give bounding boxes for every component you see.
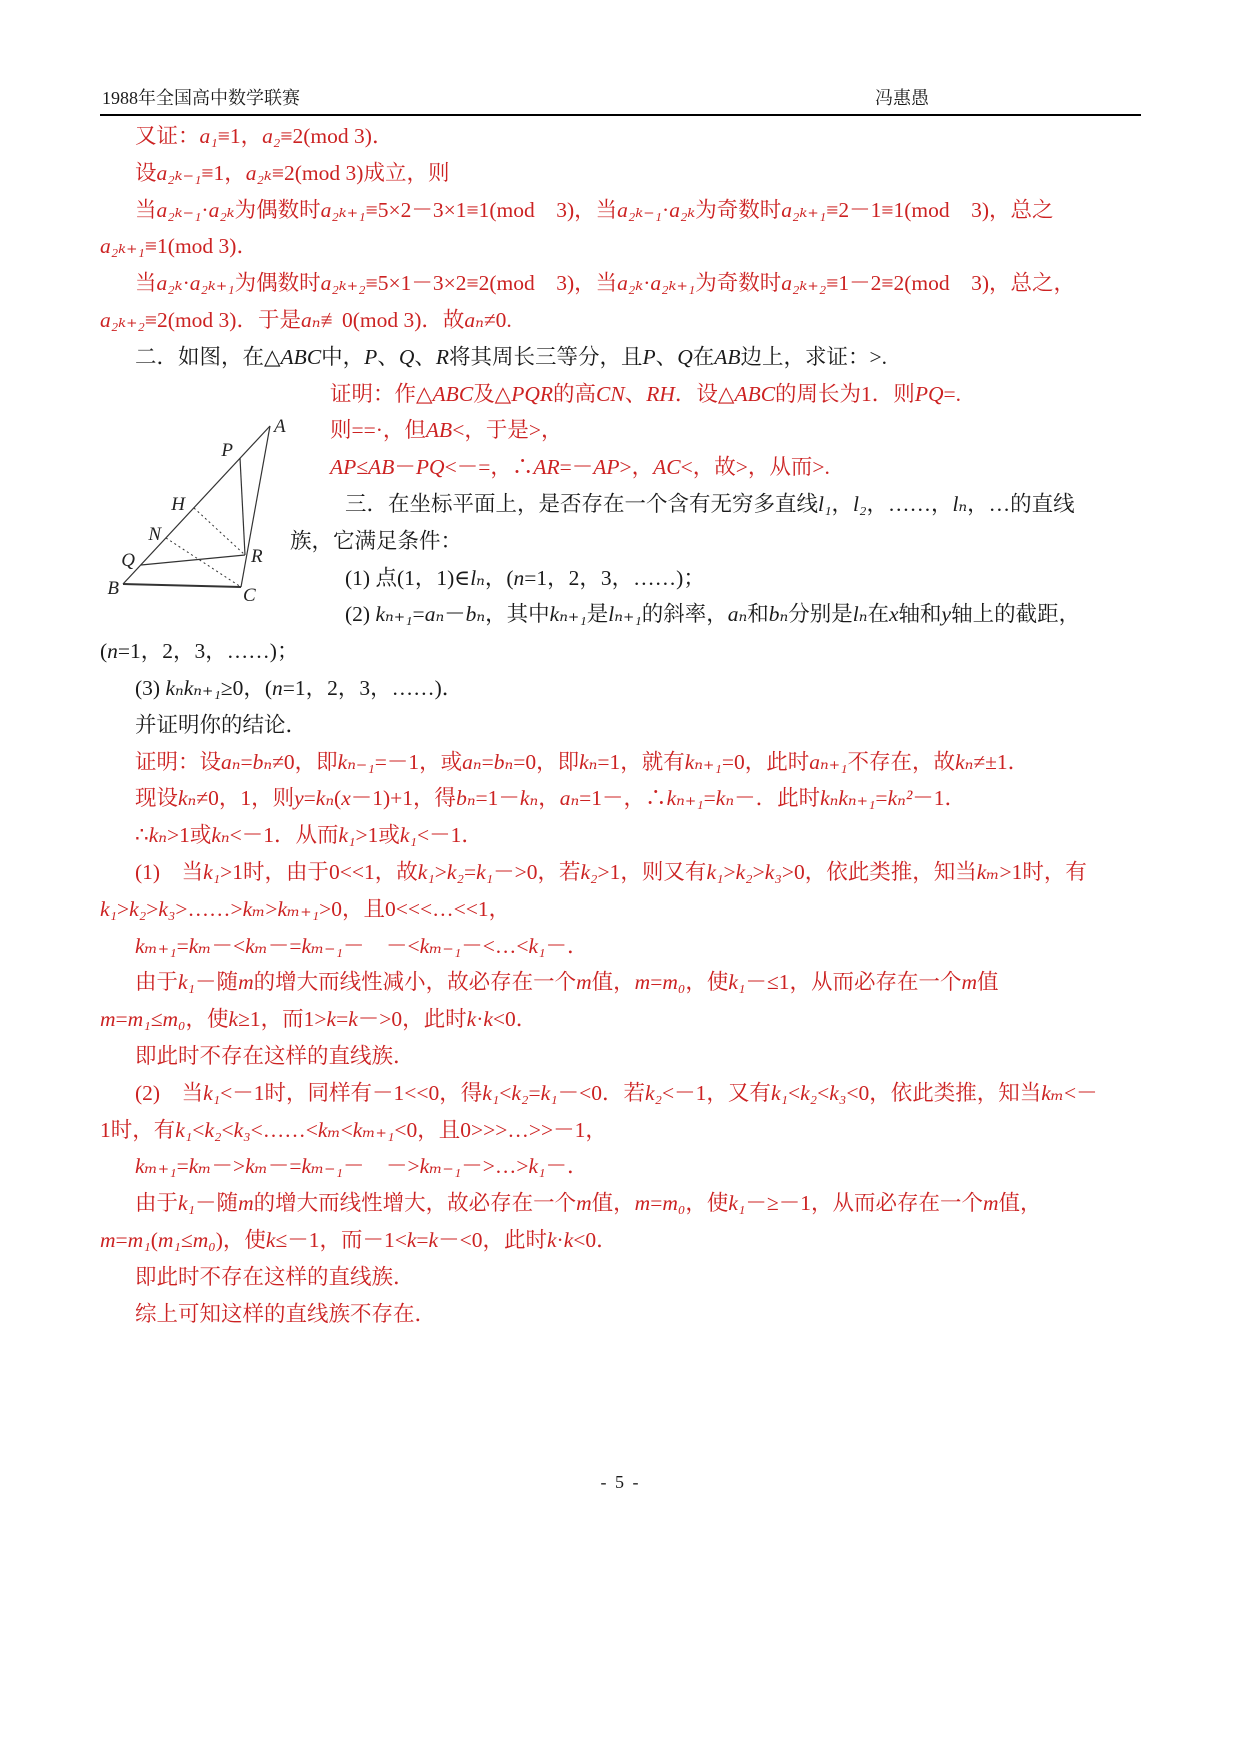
text-line: 并证明你的结论． — [135, 712, 308, 737]
document-body — [100, 118, 1145, 1332]
triangle-abc-diagram — [105, 412, 290, 604]
text-line: a₂ₖ₊₂≡2(mod 3)．于是aₙ≢0(mod 3)．故aₙ≠0. — [100, 307, 512, 332]
text-line: 则==·，但AB<，于是>， — [330, 418, 563, 443]
label-B: B — [107, 578, 119, 599]
text-line: kₘ₊₁=kₘ－>kₘ－=kₘ₋₁－ －>kₘ₋₁－>…>k₁－． — [135, 1154, 589, 1179]
text-line: AP≤AB－PQ<－=，∴AR=－AP>，AC<，故>，从而>. — [330, 455, 830, 480]
text-line: m=m₁≤m₀，使k≥1，而1>k=k－>0，此时k·k<0． — [100, 1007, 538, 1032]
label-R: R — [251, 546, 263, 567]
problem-3-statement: 三．在坐标平面上，是否存在一个含有无穷多直线l₁，l₂，……，lₙ，…的直线 — [345, 491, 1075, 516]
label-Q: Q — [121, 550, 135, 571]
text-line: 即此时不存在这样的直线族． — [135, 1264, 415, 1289]
text-line: 设a₂ₖ₋₁≡1，a₂ₖ≡2(mod 3)成立，则 — [135, 160, 450, 185]
text-line: 当a₂ₖ₋₁·a₂ₖ为偶数时a₂ₖ₊₁≡5×2－3×1≡1(mod 3)，当a₂ₖ₋₁·a₂ₖ为奇数时a₂ₖ₊₁≡2－1≡1(mod 3)，总之 — [135, 197, 1054, 222]
text-line: a₂ₖ₊₁≡1(mod 3)． — [100, 234, 258, 259]
page-number: - 5 - — [600, 1472, 641, 1492]
case-2: (2) 当k₁<－1时，同样有－1<<0，得k₁<k₂=k₁－<0．若k₂<－1，又有k₁<k₂<k₃<0，依此类推，知当kₘ<－ — [135, 1080, 1098, 1105]
page-header — [100, 84, 1141, 116]
text-line: 即此时不存在这样的直线族． — [135, 1043, 415, 1068]
text-line: m=m₁(m₁≤m₀)，使k≤－1，而－1<k=k－<0，此时k·k<0． — [100, 1227, 618, 1252]
conclusion-line: 综上可知这样的直线族不存在． — [135, 1301, 437, 1326]
text-line: 证明：作△ABC及△PQR的高CN、RH．设△ABC的周长为1．则PQ=. — [330, 381, 961, 406]
text-line: 证明：设aₙ=bₙ≠0，即kₙ₋₁=－1，或aₙ=bₙ=0，即kₙ=1，就有kₙ₊₁=0，此时aₙ₊₁不存在，故kₙ≠±1． — [135, 749, 1030, 774]
header-author: 冯惠愚 — [875, 88, 929, 108]
text-line: 由于k₁－随m的增大而线性减小，故必存在一个m值，m=m₀，使k₁－≤1，从而必存在一个m值 — [135, 970, 999, 995]
text-line: k₁>k₂>k₃>……>kₘ>kₘ₊₁>0，且0<<<…<<1， — [100, 896, 511, 921]
label-C: C — [243, 585, 256, 604]
label-H: H — [171, 494, 185, 515]
text-line: (n=1，2，3，……)； — [100, 639, 299, 664]
text-line: 由于k₁－随m的增大而线性增大，故必存在一个m值，m=m₀，使k₁－≥－1，从而必存在一个m值， — [135, 1191, 1042, 1216]
label-P: P — [221, 440, 233, 461]
text-line: 当a₂ₖ·a₂ₖ₊₁为偶数时a₂ₖ₊₂≡5×1－3×2≡2(mod 3)，当a₂ₖ·a₂ₖ₊₁为奇数时a₂ₖ₊₂≡1－2≡2(mod 3)，总之， — [135, 271, 1076, 296]
header-title: 1988年全国高中数学联赛 — [102, 88, 300, 108]
text-line: kₘ₊₁=kₘ－<kₘ－=kₘ₋₁－ －<kₘ₋₁－<…<k₁－． — [135, 933, 589, 958]
text-line: 族，它满足条件： — [290, 528, 463, 553]
condition-2: (2) kₙ₊₁=aₙ－bₙ，其中kₙ₊₁是lₙ₊₁的斜率，aₙ和bₙ分别是lₙ在x轴和y轴上的截距， — [345, 602, 1081, 627]
text-line: 现设kₙ≠0，1，则y=kₙ(x－1)+1，得bₙ=1－kₙ，aₙ=1－，∴kₙ₊₁=kₙ－．此时kₙkₙ₊₁=kₙ²－1． — [135, 786, 967, 811]
label-N: N — [148, 524, 161, 545]
label-A: A — [274, 416, 286, 437]
problem-2-statement: 二．如图，在△ABC中，P、Q、R将其周长三等分，且P、Q在AB边上，求证：>. — [135, 344, 888, 369]
text-line: ∴kₙ>1或kₙ<－1．从而k₁>1或k₁<－1． — [135, 823, 483, 848]
condition-1: (1) 点(1，1)∈lₙ，(n=1，2，3，……)； — [345, 565, 705, 590]
text-line: 1时，有k₁<k₂<k₃<……<kₘ<kₘ₊₁<0，且0>>>…>>－1， — [100, 1117, 607, 1142]
condition-3: (3) kₙkₙ₊₁≥0，(n=1，2，3，……)． — [135, 675, 464, 700]
text-line: 又证：a₁≡1，a₂≡2(mod 3)． — [135, 124, 394, 148]
case-1: (1) 当k₁>1时，由于0<<1，故k₁>k₂=k₁－>0，若k₂>1，则又有k₁>k₂>k₃>0，依此类推，知当kₘ>1时，有 — [135, 859, 1087, 884]
page-footer — [0, 1472, 1241, 1493]
triangle-figure — [105, 412, 290, 604]
